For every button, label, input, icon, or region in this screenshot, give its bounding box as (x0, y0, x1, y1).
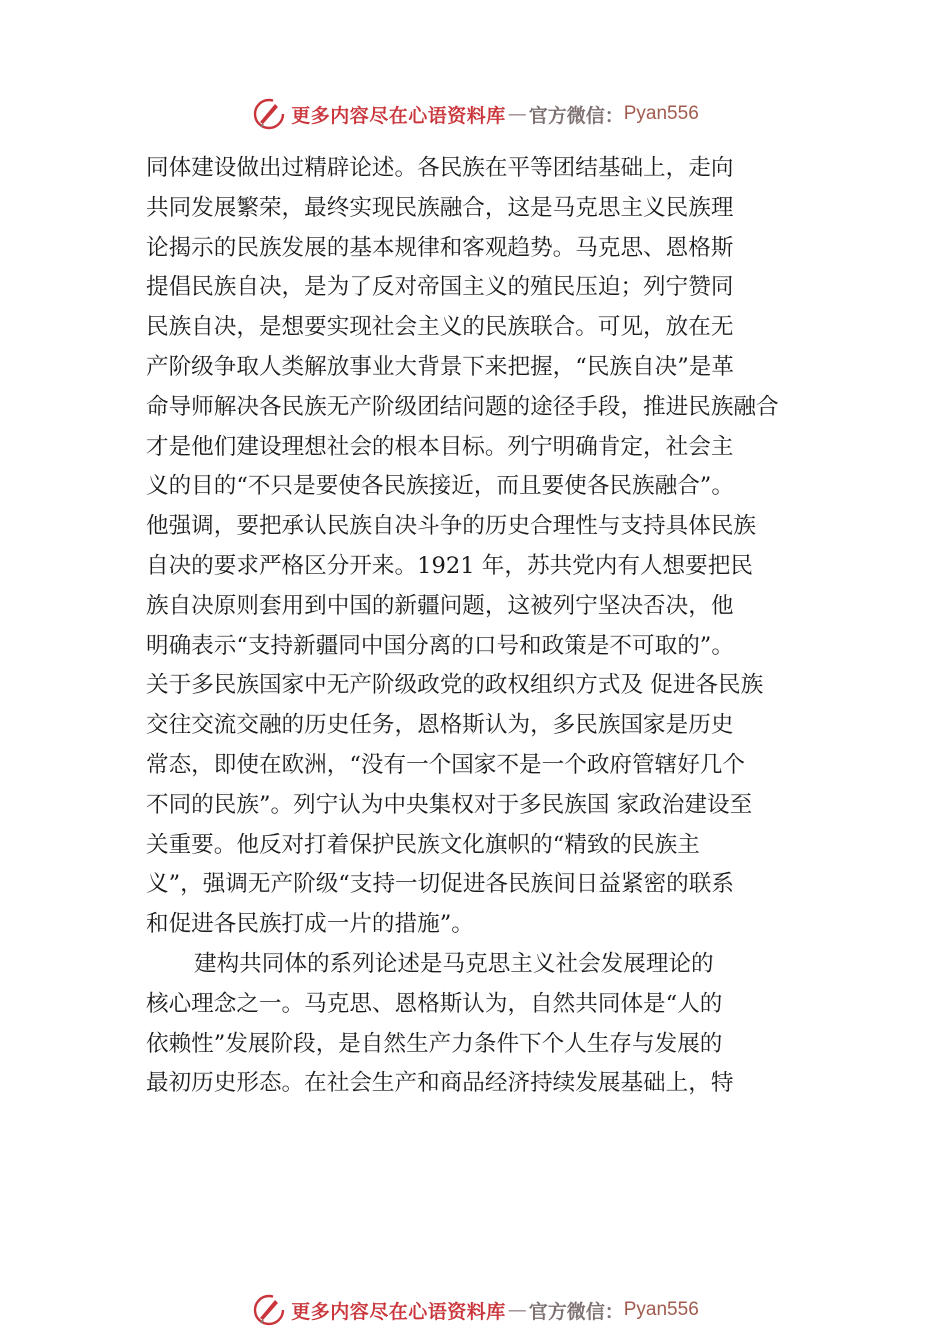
text-line: 最初历史形态。在社会生产和商品经济持续发展基础上，特 (146, 1070, 734, 1097)
text-line: 自决的要求严格区分开来。1921 年，苏共党内有人想要把民 (146, 552, 753, 579)
text-line: 和促进各民族打成一片的措施”。 (146, 911, 474, 938)
text-line: 命导师解决各民族无产阶级团结问题的途径手段，推进民族融合 (146, 393, 779, 420)
text-line: 族自决原则套用到中国的新疆问题，这被列宁坚决否决，他 (146, 592, 734, 619)
text-line: 提倡民族自决，是为了反对帝国主义的殖民压迫；列宁赞同 (146, 274, 734, 301)
watermark-text: 更多内容尽在心语资料库 (291, 1300, 506, 1323)
text-line: 关重要。他反对打着保护民族文化旗帜的“精致的民族主 (146, 831, 700, 858)
text-line: 才是他们建设理想社会的根本目标。列宁明确肯定，社会主 (146, 433, 734, 460)
watermark-wechat-label: 官方微信： (528, 1300, 624, 1323)
text-line: 他强调，要把承认民族自决斗争的历史合理性与支持具体民族 (146, 513, 757, 540)
watermark-text: 更多内容尽在心语资料库 (291, 104, 506, 127)
text-line: 关于多民族国家中无产阶级政党的政权组织方式及 促进各民族 (146, 672, 764, 699)
quill-logo-icon (251, 1292, 287, 1328)
text-line: 常态，即使在欧洲，“没有一个国家不是一个政府管辖好几个 (146, 751, 745, 778)
quill-logo-icon (251, 96, 287, 132)
document-body (146, 149, 818, 1104)
watermark-wechat-label: 官方微信： (528, 104, 624, 127)
paragraph (146, 149, 818, 945)
text-line: 义”，强调无产阶级“支持一切促进各民族间日益紧密的联系 (146, 871, 734, 898)
text-line: 同体建设做出过精辟论述。各民族在平等团结基础上，走向 (146, 155, 734, 181)
text-line: 民族自决，是想要实现社会主义的民族联合。可见，放在无 (146, 314, 734, 341)
text-line: 建构共同体的系列论述是马克思主义社会发展理论的 (194, 950, 714, 977)
watermark-dash: — (507, 1299, 527, 1321)
text-line: 不同的民族”。列宁认为中央集权对于多民族国 家政治建设至 (146, 791, 753, 818)
text-line: 产阶级争取人类解放事业大背景下来把握，“民族自决”是革 (146, 353, 734, 380)
watermark-banner-top (0, 94, 950, 134)
text-line: 共同发展繁荣，最终实现民族融合，这是马克思主义民族理 (146, 194, 734, 221)
text-line: 论揭示的民族发展的基本规律和客观趋势。马克思、恩格斯 (146, 234, 734, 261)
text-line: 核心理念之一。马克思、恩格斯认为，自然共同体是“人的 (146, 990, 723, 1017)
text-line: 依赖性”发展阶段，是自然生产力条件下个人生存与发展的 (146, 1030, 723, 1057)
text-line: 义的目的“不只是要使各民族接近，而且要使各民族融合”。 (146, 473, 734, 500)
watermark-wechat-id: Pyan556 (623, 1299, 699, 1320)
watermark-banner-bottom (0, 1290, 950, 1330)
watermark-dash: — (507, 103, 527, 125)
text-line: 交往交流交融的历史任务，恩格斯认为，多民族国家是历史 (146, 712, 734, 739)
paragraph (146, 945, 818, 1104)
text-line: 明确表示“支持新疆同中国分离的口号和政策是不可取的”。 (146, 632, 734, 659)
watermark-wechat-id: Pyan556 (623, 103, 699, 124)
